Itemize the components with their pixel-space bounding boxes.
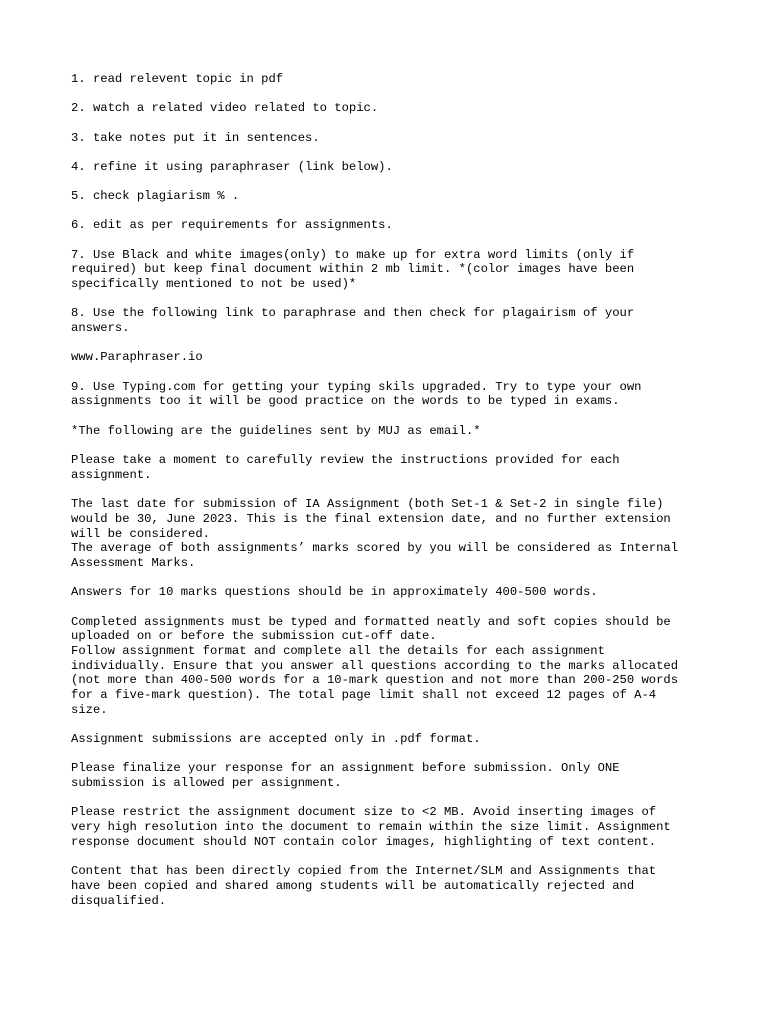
text-line: *The following are the guidelines sent by MUJ as email.* [71,423,481,438]
text-line: Answers for 10 marks questions should be in approximately 400-500 words. [71,585,598,600]
guideline-paragraph [71,761,711,790]
text-line: The average of both assignments’ marks scored by you will be considered as Internal [71,541,679,556]
text-line: Follow assignment format and complete all the details for each assignment [71,643,605,658]
step-paragraph [71,131,711,146]
text-line: 9. Use Typing.com for getting your typing skils upgraded. Try to type your own [71,379,642,394]
text-line: Please finalize your response for an assignment before submission. Only ONE [71,761,620,776]
text-line: 4. refine it using paraphraser (link below). [71,159,393,174]
text-line: would be 30, June 2023. This is the final extension date, and no further extension [71,511,671,526]
text-line: 1. read relevent topic in pdf [71,72,284,86]
text-line: have been copied and shared among students will be automatically rejected and [71,878,635,893]
text-line: Please restrict the assignment document size to <2 MB. Avoid inserting images of [71,805,657,820]
text-line: will be considered. [71,526,210,541]
guideline-paragraph [71,732,711,747]
text-line: 5. check plagiarism % . [71,189,240,204]
text-line: Assessment Marks. [71,555,196,570]
text-line: response document should NOT contain color images, highlighting of text content. [71,834,657,849]
text-line: individually. Ensure that you answer all questions according to the marks allocated [71,658,679,673]
text-line: disqualified. [71,893,167,908]
text-line: www.Paraphraser.io [71,350,203,365]
text-line: for a five-mark question). The total page limit shall not exceed 12 pages of A-4 [71,688,657,703]
text-line: answers. [71,321,130,336]
text-line: size. [71,702,108,717]
text-line: 8. Use the following link to paraphrase and then check for plagairism of your [71,306,635,321]
guideline-paragraph [71,497,711,571]
guideline-paragraph [71,585,711,600]
text-line: required) but keep final document within 2 mb limit. *(color images have been [71,262,635,277]
text-line: 2. watch a related video related to topic. [71,101,379,116]
text-line: 6. edit as per requirements for assignments. [71,218,393,233]
text-line: The last date for submission of IA Assignment (both Set-1 & Set-2 in single file) [71,497,664,512]
step-paragraph [71,350,711,365]
text-line: Completed assignments must be typed and formatted neatly and soft copies should be [71,614,671,629]
text-line: specifically mentioned to not be used)* [71,277,357,292]
step-paragraph [71,72,711,87]
text-line: Please take a moment to carefully review the instructions provided for each [71,453,620,468]
text-line: Assignment submissions are accepted only in .pdf format. [71,732,481,747]
step-paragraph [71,218,711,233]
text-line: very high resolution into the document to remain within the size limit. Assignment [71,820,671,835]
guideline-paragraph [71,424,711,439]
guideline-paragraph [71,615,711,718]
step-paragraph [71,189,711,204]
step-paragraph [71,306,711,335]
text-line: 3. take notes put it in sentences. [71,130,320,145]
guidelines-section [71,424,711,908]
text-line: (not more than 400-500 words for a 10-mark question and not more than 200-250 words [71,673,679,688]
text-line: submission is allowed per assignment. [71,776,342,791]
document-page [71,72,711,923]
step-paragraph [71,101,711,116]
text-line: assignment. [71,467,152,482]
text-line: uploaded on or before the submission cut-off date. [71,629,437,644]
step-paragraph [71,380,711,409]
step-paragraph [71,248,711,292]
guideline-paragraph [71,453,711,482]
text-line: Content that has been directly copied from the Internet/SLM and Assignments that [71,864,657,879]
text-line: 7. Use Black and white images(only) to make up for extra word limits (only if [71,247,635,262]
text-line: assignments too it will be good practice on the words to be typed in exams. [71,394,620,409]
guideline-paragraph [71,805,711,849]
step-paragraph [71,160,711,175]
steps-section [71,72,711,409]
guideline-paragraph [71,864,711,908]
